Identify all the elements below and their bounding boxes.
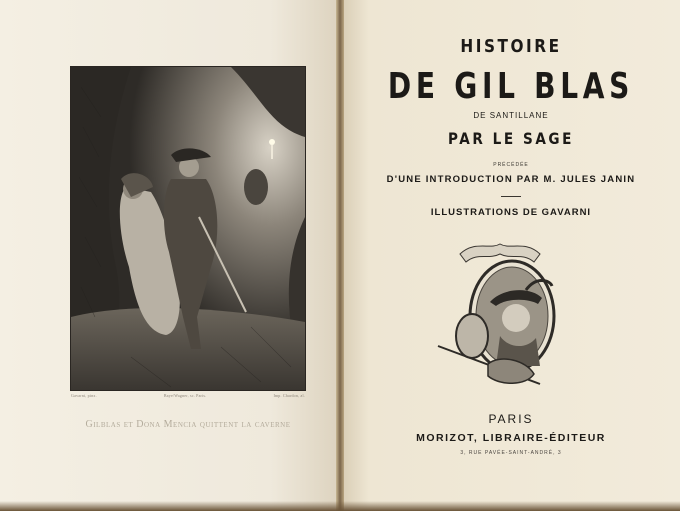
introduction-line: D'UNE INTRODUCTION PAR M. JULES JANIN: [386, 174, 636, 185]
author-line: PAR LE SAGE: [448, 129, 574, 148]
plate-caption: Gilblas et Dona Mencia quittent la caverne: [85, 419, 291, 430]
city-line: PARIS: [488, 412, 534, 426]
subtitle-de-santillane: DE SANTILLANE: [473, 111, 549, 120]
publisher-line: MORIZOT, LIBRAIRE-ÉDITEUR: [416, 432, 606, 444]
plate-credits: [71, 393, 305, 398]
main-title: DE GIL BLAS: [387, 66, 635, 107]
engraving-credit-engraver: Baye/Wagner, sc. Paris.: [163, 393, 207, 398]
divider-rule: [501, 196, 521, 197]
engraving-credit-printer: Imp. Chardon, aî.: [273, 393, 305, 398]
cave-scene-illustration: [71, 67, 305, 390]
title-histoire: HISTOIRE: [460, 36, 562, 57]
precede-line: PRÉCÉDÉE: [493, 162, 529, 168]
frontispiece-engraving: [71, 67, 305, 390]
address-line: 3, RUE PAVÉE-SAINT-ANDRÉ, 3: [460, 450, 562, 456]
portrait-medallion-icon: [430, 236, 570, 396]
illustrations-line: ILLUSTRATIONS DE GAVARNI: [430, 207, 592, 218]
engraving-credit-artist: Gavarni, pinx.: [71, 393, 97, 398]
book-edge: [0, 501, 680, 511]
